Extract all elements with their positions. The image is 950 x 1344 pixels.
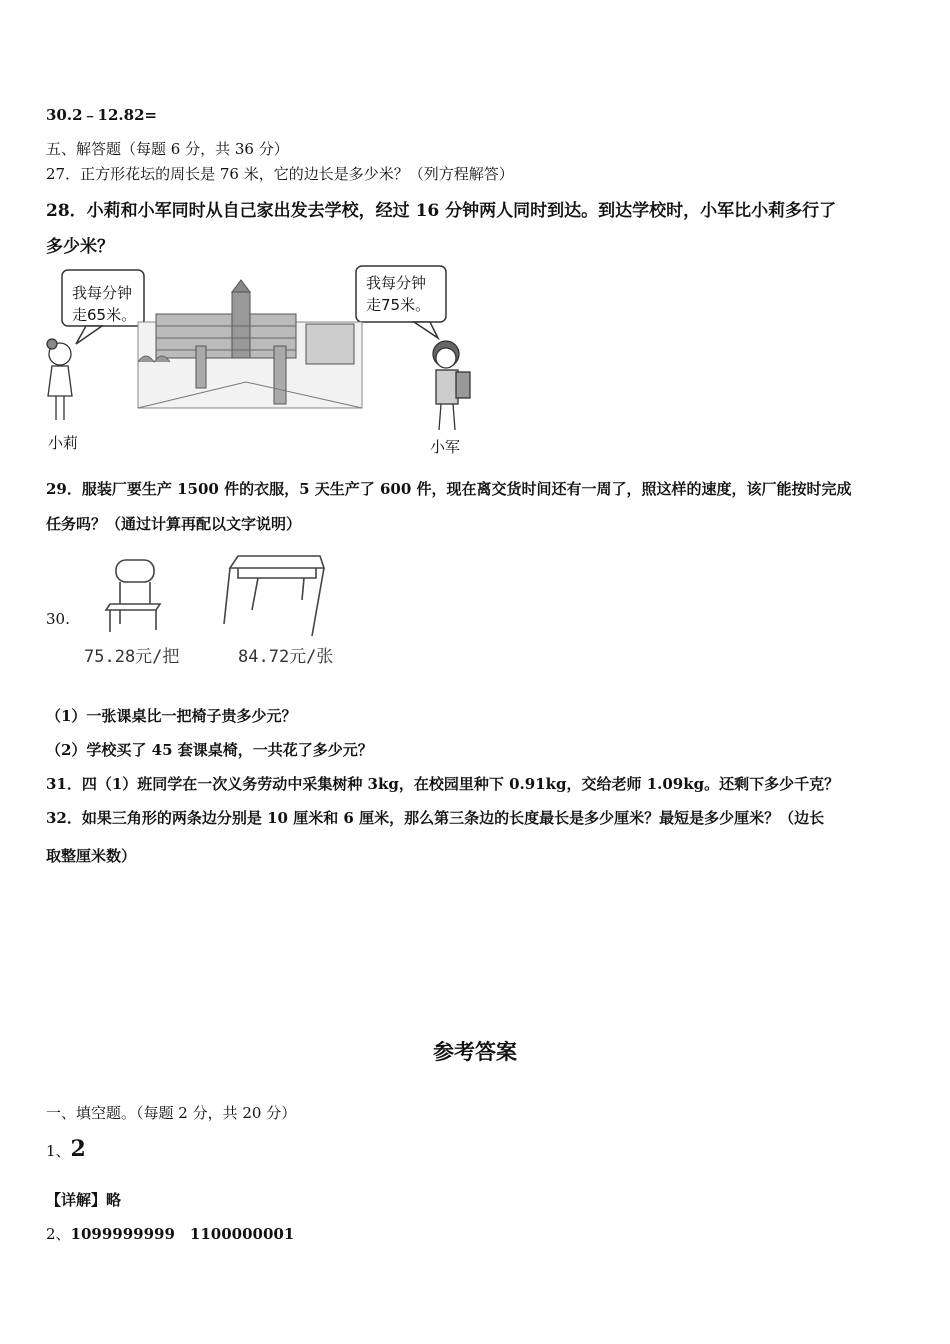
answer-2-prefix: 2、 — [46, 1225, 71, 1243]
answers-section1-header: 一、填空题。（每题 2 分，共 20 分） — [46, 1104, 297, 1122]
q28-illustration — [46, 262, 486, 462]
question-29-line2: 任务吗？（通过计算再配以文字说明） — [46, 515, 302, 533]
desk-price: 84.72元/张 — [238, 647, 334, 667]
question-30-number: 30. — [46, 610, 70, 628]
boy-name-label: 小军 — [430, 438, 461, 456]
q30-svg — [80, 552, 350, 642]
answers-title: 参考答案 — [433, 1040, 517, 1064]
question-31: 31．四（1）班同学在一次义务劳动中采集树种 3kg，在校园里种下 0.91kg，交给老师 1.09kg。还剩下多少千克？ — [46, 775, 840, 793]
desk-drawing — [224, 556, 324, 636]
answer-1-detail: 【详解】略 — [46, 1191, 122, 1209]
question-32-line2: 取整厘米数） — [46, 847, 137, 865]
question-29-line1: 29．服装厂要生产 1500 件的衣服，5 天生产了 600 件，现在离交货时间还有一周了，照这样的速度，该厂能按时完成 — [46, 480, 852, 498]
question-28-line1: 28．小莉和小军同时从自己家出发去学校，经过 16 分钟两人同时到达。到达学校时，小军比小莉多行了 — [46, 201, 837, 221]
school-building — [138, 280, 362, 408]
girl-name-label: 小莉 — [48, 434, 79, 452]
girl-figure — [47, 339, 72, 420]
left-bubble-text-2: 走65米。 — [72, 306, 137, 324]
answer-2 — [46, 1223, 294, 1244]
left-bubble-text-1: 我每分钟 — [72, 284, 133, 302]
left-bubble-tail — [76, 326, 102, 344]
section5-header: 五、解答题（每题 6 分，共 36 分） — [46, 140, 289, 158]
question-27: 27．正方形花坛的周长是 76 米，它的边长是多少米？（列方程解答） — [46, 165, 514, 183]
answer-1 — [46, 1136, 86, 1162]
answer-1-value: 2 — [70, 1136, 86, 1162]
q26-expression: 30.2﹣12.82= — [46, 106, 158, 124]
question-30-part1: （1）一张课桌比一把椅子贵多少元？ — [46, 707, 297, 725]
question-28-line2: 多少米？ — [46, 237, 114, 257]
question-32-line1: 32．如果三角形的两条边分别是 10 厘米和 6 厘米，那么第三条边的长度最长是多少厘米？最短是多少厘米？（边长 — [46, 809, 825, 827]
q30-illustration — [80, 552, 350, 672]
chair-price: 75.28元/把 — [84, 647, 180, 667]
chair-drawing — [106, 560, 160, 632]
boy-figure — [433, 341, 470, 430]
answer-1-prefix: 1、 — [46, 1142, 71, 1160]
right-bubble-text-2: 走75米。 — [366, 296, 431, 314]
right-bubble-text-1: 我每分钟 — [366, 274, 427, 292]
answer-2-value: 1099999999 1100000001 — [70, 1225, 295, 1243]
right-bubble-tail — [414, 322, 438, 338]
question-30-part2: （2）学校买了 45 套课桌椅，一共花了多少元？ — [46, 741, 373, 759]
